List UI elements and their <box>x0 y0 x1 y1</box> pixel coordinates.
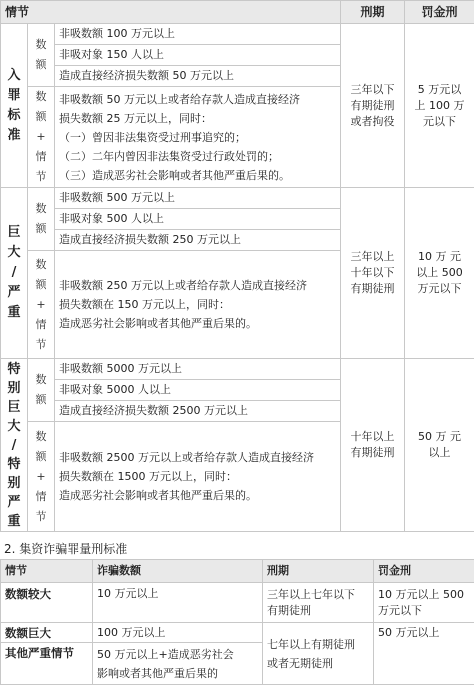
amount-row: 非吸数额 100 万元以上 <box>55 24 341 45</box>
circumstance-cell: 数额巨大 <box>1 623 93 643</box>
level-especially-huge-serious: 特 别 巨 大 / 特 别 严 重 <box>1 359 28 532</box>
header-sentence: 刑期 <box>341 1 405 24</box>
table2-header-row <box>1 560 474 583</box>
amount-row: 非吸对象 5000 人以上 <box>55 380 341 401</box>
circumstance-cell: 数额较大 <box>1 583 93 623</box>
fine-cell: 5 万元以 上 100 万 元以下 <box>405 24 474 188</box>
header-sentence: 刑期 <box>263 560 374 583</box>
combo-conditions: 非吸数额 2500 万元以上或者给存款人造成直接经济 损失数额在 1500 万元以上，同时： 造成恶劣社会影响或者其他严重后果的。 <box>55 422 341 532</box>
fine-cell: 10 万 元 以上 500 万元以下 <box>405 188 474 359</box>
fine-cell: 50 万 元 以上 <box>405 359 474 532</box>
table-row <box>1 623 474 643</box>
sentence-cell: 七年以上有期徒刑 或者无期徒刑 <box>263 623 374 685</box>
fine-cell: 10 万元以上 500 万元以下 <box>374 583 474 623</box>
sentence-cell: 三年以上七年以下 有期徒刑 <box>263 583 374 623</box>
table-row <box>1 188 474 209</box>
sentence-cell: 十年以上 有期徒刑 <box>341 359 405 532</box>
amount-cell: 100 万元以上 <box>93 623 263 643</box>
amount-row: 非吸对象 500 人以上 <box>55 209 341 230</box>
circumstance-cell: 其他严重情节 <box>1 643 93 685</box>
amount-cell: 50 万元以上+造成恶劣社会 影响或者其他严重后果的 <box>93 643 263 685</box>
amount-plus-circumstance-label: 数 额 + 情 节 <box>28 251 55 359</box>
header-fine: 罚金刑 <box>374 560 474 583</box>
amount-row: 造成直接经济损失数额 250 万元以上 <box>55 230 341 251</box>
table-row <box>1 359 474 380</box>
level-entry-standard: 入 罪 标 准 <box>1 24 28 188</box>
fundraising-fraud-sentencing-table <box>0 559 474 685</box>
header-circumstance: 情节 <box>1 1 341 24</box>
amount-plus-circumstance-label: 数 额 + 情 节 <box>28 87 55 188</box>
amount-cell: 10 万元以上 <box>93 583 263 623</box>
amount-row: 造成直接经济损失数额 50 万元以上 <box>55 66 341 87</box>
table-row <box>1 583 474 623</box>
combo-conditions: 非吸数额 250 万元以上或者给存款人造成直接经济 损失数额在 150 万元以上，同时： 造成恶劣社会影响或者其他严重后果的。 <box>55 251 341 359</box>
table-row <box>1 24 474 45</box>
sentence-cell: 三年以下 有期徒刑 或者拘役 <box>341 24 405 188</box>
fine-cell: 50 万元以上 <box>374 623 474 685</box>
section-title: 2. 集资诈骗罪量刑标准 <box>4 540 127 558</box>
amount-label: 数 额 <box>28 24 55 87</box>
header-fraud-amount: 诈骗数额 <box>93 560 263 583</box>
amount-label: 数 额 <box>28 188 55 251</box>
header-fine: 罚金刑 <box>405 1 474 24</box>
amount-plus-circumstance-label: 数 额 + 情 节 <box>28 422 55 532</box>
level-huge-serious: 巨 大 / 严 重 <box>1 188 28 359</box>
header-circumstance: 情节 <box>1 560 93 583</box>
amount-label: 数 额 <box>28 359 55 422</box>
amount-row: 造成直接经济损失数额 2500 万元以上 <box>55 401 341 422</box>
amount-row: 非吸数额 500 万元以上 <box>55 188 341 209</box>
amount-row: 非吸数额 5000 万元以上 <box>55 359 341 380</box>
sentence-cell: 三年以上 十年以下 有期徒刑 <box>341 188 405 359</box>
combo-conditions: 非吸数额 50 万元以上或者给存款人造成直接经济 损失数额 25 万元以上，同时： （一）曾因非法集资受过刑事追究的； （二）二年内曾因非法集资受过行政处罚的； （三）造成恶劣社会影响或者其他严重后果的。 <box>55 87 341 188</box>
amount-row: 非吸对象 150 人以上 <box>55 45 341 66</box>
table1-header-row <box>1 1 474 24</box>
